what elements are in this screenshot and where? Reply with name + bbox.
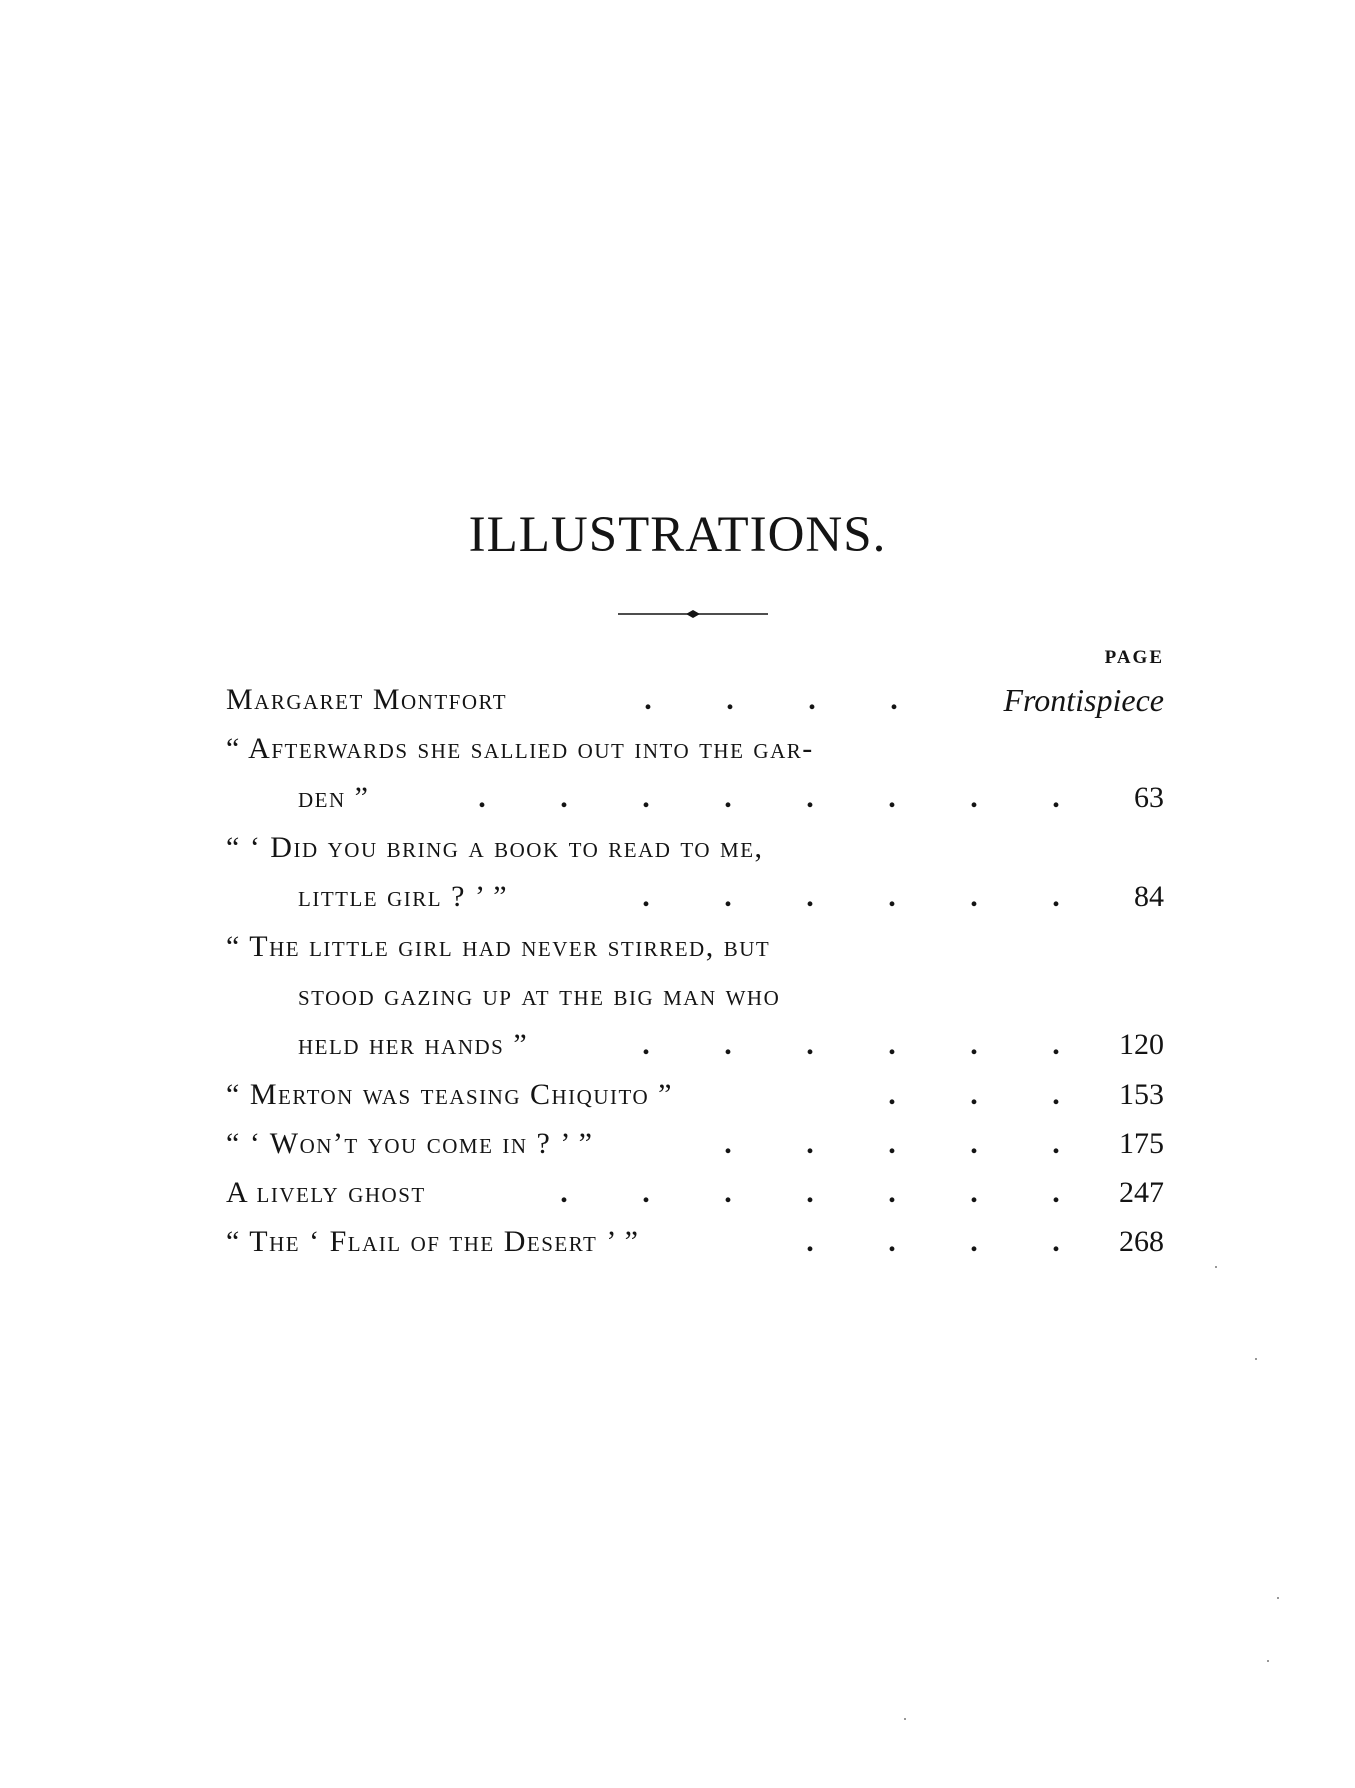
leader-dot: . [888,1127,896,1160]
illustration-caption: “ ‘ Won’t you come in ? ’ ” [226,1127,594,1160]
leader-dot: . [644,683,652,716]
leader-dot: . [888,880,896,913]
illustration-caption: “ Afterwards she sallied out into the gar- [226,732,814,765]
paper-speck [1255,1358,1257,1360]
dot-leader [298,872,1060,922]
leader-dot: . [808,683,816,716]
illustration-caption: stood gazing up at the big man who [298,979,781,1012]
leader-dot: . [1052,1028,1060,1061]
leader-dot: . [970,880,978,913]
illustration-entry [298,971,1164,1021]
leader-dot: . [724,1028,732,1061]
page-column-label: PAGE [1104,647,1164,668]
leader-dot: . [560,781,568,814]
leader-dot: . [888,781,896,814]
leader-dot: . [724,781,732,814]
leader-dot: . [806,880,814,913]
leader-dot: . [970,1078,978,1111]
leader-dot: . [1052,1127,1060,1160]
illustration-caption: den ” [298,781,370,814]
illustration-caption: “ The little girl had never stirred, but [226,930,771,963]
illustration-caption: Margaret Montfort [226,683,508,716]
leader-dot: . [888,1176,896,1209]
leader-dot: . [1052,1225,1060,1258]
page-number: 63 [1134,781,1164,814]
dot-leader [226,1070,1060,1120]
illustration-entry [226,1070,1164,1120]
leader-dot: . [806,1176,814,1209]
illustration-entry [298,1020,1164,1070]
leader-dot: . [970,1127,978,1160]
leader-dot: . [890,683,898,716]
illustration-entry [298,872,1164,922]
illustration-entry [226,922,1164,972]
illustration-caption: A lively ghost [226,1176,426,1209]
dot-leader [298,773,1060,823]
leader-dot: . [560,1176,568,1209]
leader-dot: . [970,1028,978,1061]
page-number: 120 [1119,1028,1164,1061]
illustration-entry [226,1119,1164,1169]
dot-leader [298,1020,1060,1070]
leader-dot: . [724,1176,732,1209]
dot-leader [226,1119,1060,1169]
illustration-entry [226,724,1164,774]
leader-dot: . [642,781,650,814]
leader-dot: . [806,1127,814,1160]
dot-leader [226,1217,1060,1267]
leader-dot: . [1052,1176,1060,1209]
page-number: 175 [1119,1127,1164,1160]
leader-dot: . [1052,1078,1060,1111]
page-number: 268 [1119,1225,1164,1258]
leader-dot: . [478,781,486,814]
illustration-entry [226,675,1164,725]
illustration-entry [298,773,1164,823]
leader-dot: . [888,1225,896,1258]
ornamental-rule [618,604,768,624]
leader-dot: . [724,1127,732,1160]
leader-dot: . [888,1078,896,1111]
paper-speck [1267,1660,1269,1662]
page-title: ILLUSTRATIONS. [468,507,887,563]
leader-dot: . [806,1225,814,1258]
page-number: 84 [1134,880,1164,913]
leader-dot: . [642,1028,650,1061]
illustration-entry [226,823,1164,873]
illustration-caption: held her hands ” [298,1028,529,1061]
illustration-caption: “ Merton was teasing Chiquito ” [226,1078,673,1111]
illustration-caption: little girl ? ’ ” [298,880,509,913]
dot-leader [226,1168,1060,1218]
page-number: 153 [1119,1078,1164,1111]
leader-dot: . [642,880,650,913]
illustration-caption: “ The ‘ Flail of the Desert ’ ” [226,1225,640,1258]
paper-speck [1277,1597,1279,1599]
illustration-entry [226,1217,1164,1267]
page-number: Frontispiece [1003,682,1164,718]
leader-dot: . [1052,781,1060,814]
leader-dot: . [1052,880,1060,913]
leader-dot: . [970,781,978,814]
leader-dot: . [806,1028,814,1061]
leader-dot: . [888,1028,896,1061]
paper-speck [904,1718,906,1720]
dot-leader [226,675,1056,725]
illustration-caption: “ ‘ Did you bring a book to read to me, [226,831,764,864]
leader-dot: . [970,1225,978,1258]
leader-dot: . [970,1176,978,1209]
illustration-entry [226,1168,1164,1218]
leader-dot: . [726,683,734,716]
leader-dot: . [642,1176,650,1209]
leader-dot: . [806,781,814,814]
page-number: 247 [1119,1176,1164,1209]
leader-dot: . [724,880,732,913]
paper-speck [1215,1266,1217,1268]
